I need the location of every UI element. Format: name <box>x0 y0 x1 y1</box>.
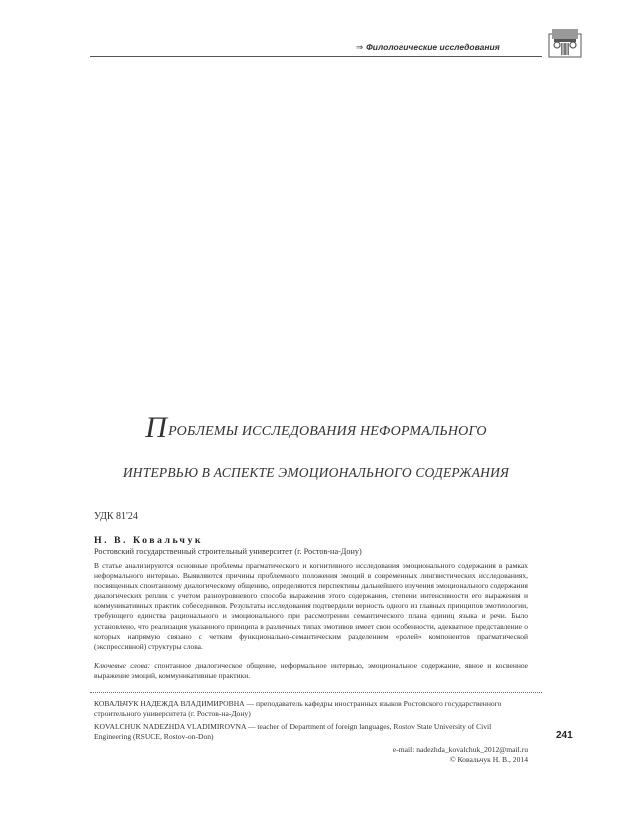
header-rule <box>90 56 542 57</box>
title-line-1-text: РОБЛЕМЫ ИССЛЕДОВАНИЯ НЕФОРМАЛЬНОГО <box>168 424 487 439</box>
arrow-icon: ⇒ <box>356 42 364 52</box>
abstract: В статье анализируются основные проблемы прагматического и когнитивного исследования эмоционального содержания в рамках неформального интервью. Выявляются причины проблемного положения эмоций в современных лингвистических исследованиях, посвященных спонтанному диалогическому общению, определяются перспективы дальнейшего изучения эмоционального содержания диалогических реплик с учетом разноуровневого способа выражения этого содержания, степени интенсивности его выражения и коммуникативных практик собеседников. Результаты исследования подтвердили верность одного из главных принципов эмотиологии, требующего единства рационального и эмоционального при рассмотрении семантического плана единиц языка и речи. Было установлено, что реализация указанного принципа в различных типах эмотивов имеет свои особенности, адекватное представление о которых напрямую связано с четким функционально-семантическим разделением «ролей» компонентов прагматической (экспрессивной) структуры слова. <box>94 561 528 651</box>
author-email: e-mail: nadezhda_kovalchuk_2012@mail.ru <box>392 745 528 754</box>
footnote-author-ru: КОВАЛЬЧУК НАДЕЖДА ВЛАДИМИРОВНА — преподаватель кафедры иностранных языков Ростовского государственного строительного университета (г. Ростов-на-Дону) <box>94 699 502 718</box>
keywords-label: Ключевые слова: <box>94 661 151 670</box>
title-initial: П <box>145 411 168 444</box>
running-header <box>356 42 500 53</box>
article-title-line-1 <box>90 411 542 444</box>
footnote-divider <box>90 692 542 693</box>
keywords <box>94 661 528 681</box>
section-title: Филологические исследования <box>366 42 500 52</box>
article-title-line-2: ИНТЕРВЬЮ В АСПЕКТЕ ЭМОЦИОНАЛЬНОГО СОДЕРЖАНИЯ <box>122 465 510 480</box>
author-affiliation: Ростовский государственный строительный университет (г. Ростов-на-Дону) <box>94 547 362 556</box>
copyright: © Ковальчук Н. В., 2014 <box>449 755 528 764</box>
column-capital-icon <box>548 28 582 58</box>
keywords-text: спонтанное диалогическое общение, неформальное интервью, эмоциональное содержание, явное и косвенное выражение эмоций, коммуникативные практики. <box>94 661 529 681</box>
udk-code: УДК 81'24 <box>94 511 138 522</box>
footnote-author-en: KOVALCHUK NADEZHDA VLADIMIROVNA — teacher of Department of foreign languages, Rostov State University of Civil Engineering (RSUCE, Rostov-on-Don) <box>94 722 492 741</box>
page-number: 241 <box>556 730 573 741</box>
author-name: Н. В. Ковальчук <box>94 535 203 546</box>
